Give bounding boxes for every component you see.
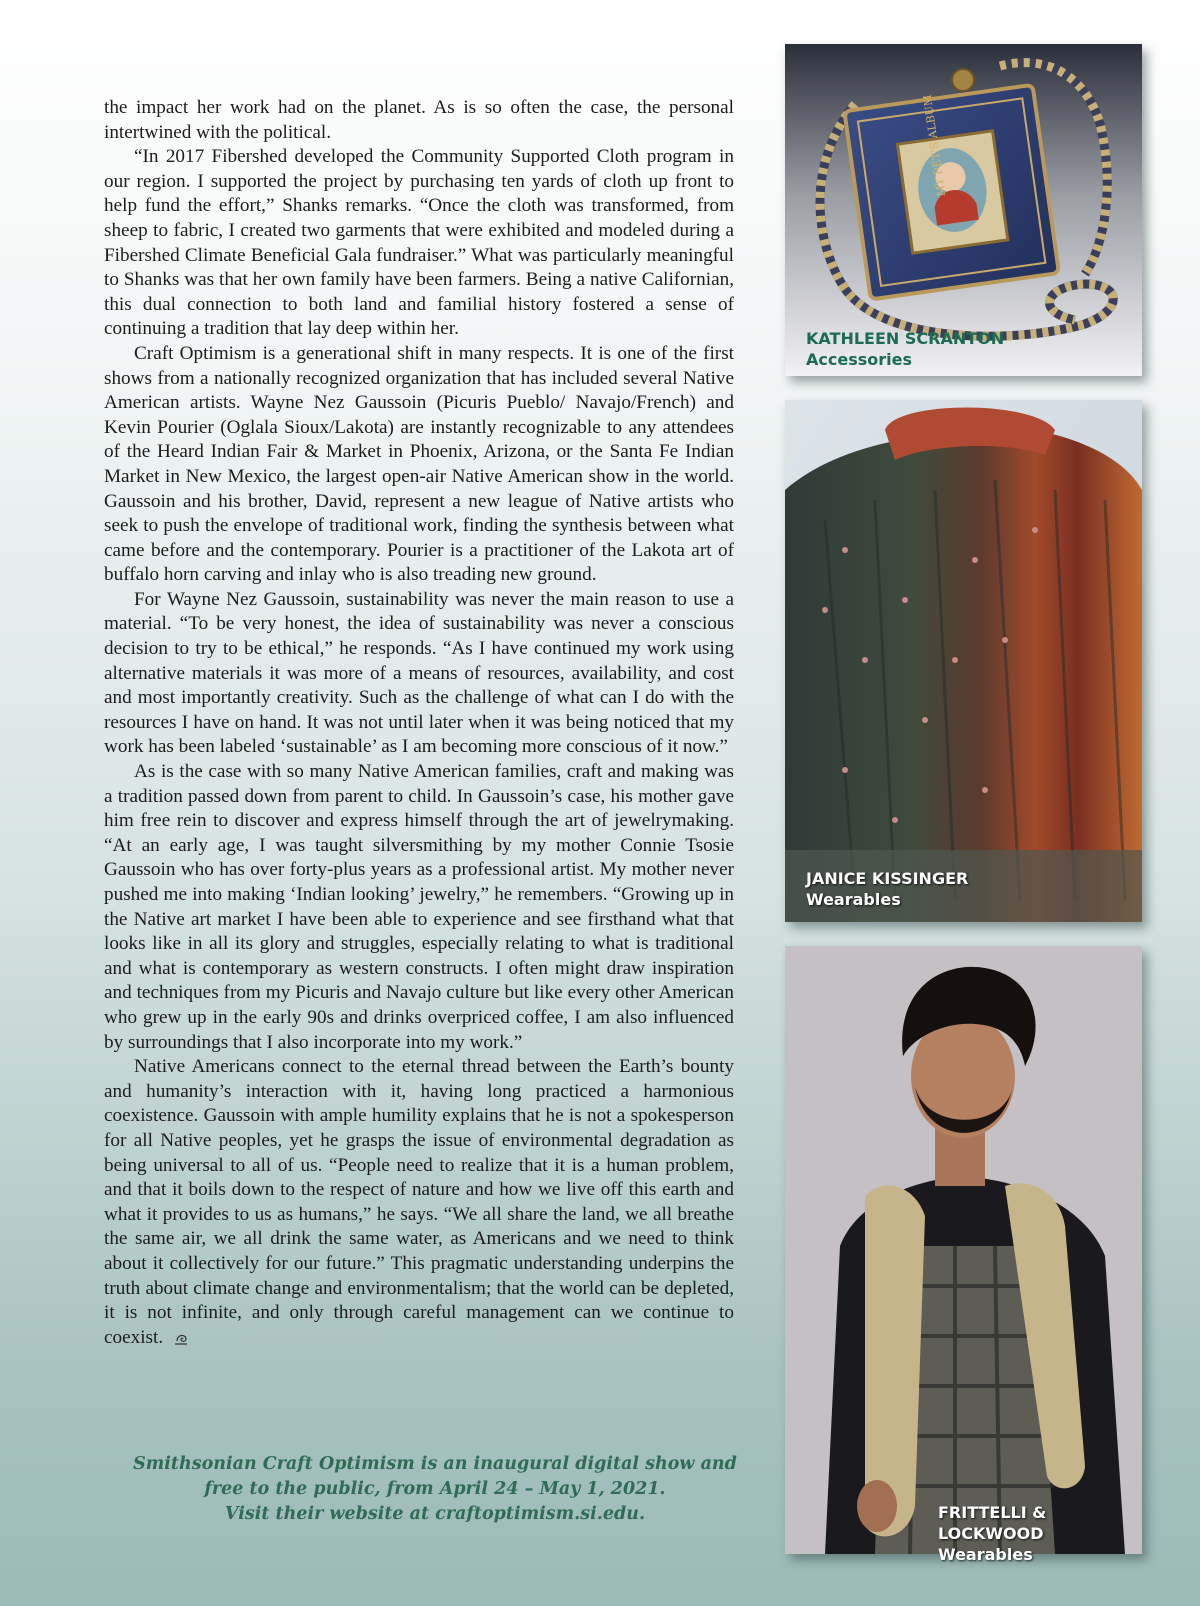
photo-frittelli-lockwood (785, 946, 1142, 1564)
spiral-end-mark-icon (173, 1330, 189, 1346)
footer-line: Smithsonian Craft Optimism is an inaugural digital show and (133, 1454, 737, 1474)
jacket-photo (785, 400, 1142, 922)
footer-line: free to the public, from April 24 – May 1, 2021. (204, 1479, 666, 1499)
artist-category: Accessories (806, 350, 912, 369)
artist-name: KATHLEEN SCRANTON (806, 329, 1005, 348)
article-paragraph: For Wayne Nez Gaussoin, sustainability was never the main reason to use a material. “To be very honest, the idea of sustainability was never a conscious decision to try to be ethical,” he responds. “As I have continued my work using alternative materials it was more of a means of resources, availability, and cost and most importantly creativity. Such as the challenge of what can I do with the resources I have on hand. It was not until later when it was being noticed that my work has been labeled ‘sustainable’ as I am becoming more conscious of it now.” (104, 588, 734, 758)
artist-category: Wearables (938, 1545, 1033, 1564)
model-with-scarf-photo (785, 946, 1142, 1554)
article-paragraph: the impact her work had on the planet. As is so often the case, the personal intertwined with the political. (104, 97, 734, 143)
artist-name: FRITTELLI & LOCKWOOD (938, 1503, 1047, 1543)
album-spine-text: MY PET'S ALBUM (920, 93, 949, 198)
event-footer-note (120, 1452, 750, 1527)
article-body (104, 96, 734, 1350)
photo-janice-kissinger (785, 400, 1142, 922)
photo-caption (938, 1502, 1142, 1565)
article-paragraph: As is the case with so many Native American families, craft and making was a tradition passed down from parent to child. In Gaussoin’s case, his mother gave him free rein to discover and express himself through the art of jewelrymaking. “At an early age, I was taught silversmithing by my mother Connie Tsosie Gaussoin who has over forty-plus years as a professional artist. My mother never pushed me into making ‘Indian looking’ jewelry,” he remembers. “Growing up in the Native art market I have been able to experience and see firsthand what that looks like in all its glory and struggles, especially relating to what is traditional and what is contemporary as western constructs. I often might draw inspiration and techniques from my Picuris and Navajo culture but like every other American who grew up in the early 90s and drinks overpriced coffee, I am also influenced by surroundings that I also incorporate into my work.” (104, 761, 734, 1053)
article-paragraph-last (104, 1055, 734, 1350)
photo-caption (806, 868, 968, 910)
artist-name: JANICE KISSINGER (806, 869, 969, 888)
article-paragraph: “In 2017 Fibershed developed the Community Supported Cloth program in our region. I supported the project by purchasing ten yards of cloth up front to help fund the effort,” Shanks remarks. “Once the cloth was transformed, from sheep to fabric, I created two garments that were exhibited and modeled during a Fibershed Climate Beneficial Gala fundraiser.” What was particularly meaningful to Shanks was that her own family have been farmers. Being a native Californian, this dual connection to both land and familial history fostered a sense of continuing a tradition that lay deep within her. (104, 146, 734, 340)
handbag-photo (785, 44, 1142, 376)
article-paragraph-text: Native Americans connect to the eternal thread between the Earth’s bounty and humanity’s interaction with it, having long practiced a harmonious coexistence. Gaussoin with ample humility explains that he is not a spokesperson for all Native peoples, yet he grasps the issue of environmental degradation as being universal to all of us. “People need to realize that it is a human problem, and that it boils down to the respect of nature and how we live off this earth and what it provides to us as humans,” he says. “We all share the land, we all breathe the same air, we all drink the same water, as Americans and we need to think about it collectively for our future.” This pragmatic understanding underpins the truth about climate change and environmentalism; that the world can be depleted, it is not infinite, and only through careful management can we continue to coexist. (104, 1056, 734, 1348)
photo-caption (806, 328, 1004, 370)
artist-category: Wearables (806, 890, 901, 909)
article-paragraph: Craft Optimism is a generational shift in many respects. It is one of the first shows from a nationally recognized organization that has included several Native American artists. Wayne Nez Gaussoin (Picuris Pueblo/ Navajo/French) and Kevin Pourier (Oglala Sioux/Lakota) are instantly recognizable to any attendees of the Heard Indian Fair & Market in Phoenix, Arizona, or the Santa Fe Indian Market in New Mexico, the largest open-air Native American show in the world. Gaussoin and his brother, David, represent a new league of Native artists who seek to push the envelope of traditional work, finding the synthesis between what came before and the contemporary. Pourier is a practitioner of the Lakota art of buffalo horn carving and inlay who is also treading new ground. (104, 342, 734, 586)
footer-line: Visit their website at craftoptimism.si.edu. (224, 1504, 646, 1524)
photo-kathleen-scranton (785, 44, 1142, 376)
